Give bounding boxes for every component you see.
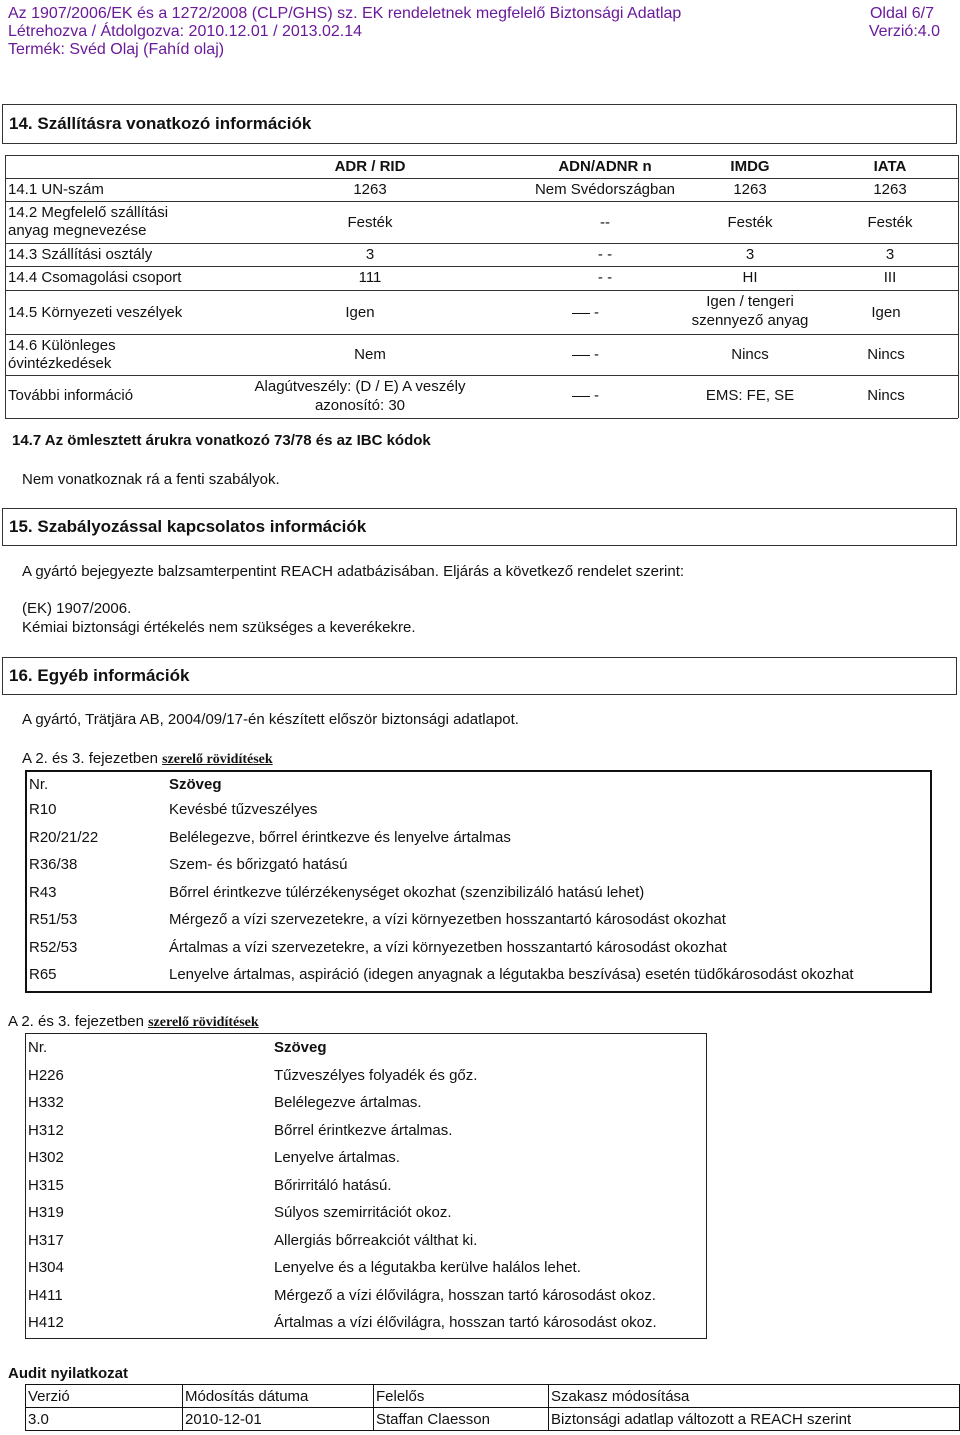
audit-head-responsible: Felelős <box>374 1385 549 1408</box>
audit-head-date: Módosítás dátuma <box>183 1385 374 1408</box>
further-imdg: EMS: FE, SE <box>705 387 795 404</box>
row-label-name-2: anyag megnevezése <box>8 222 147 239</box>
h-head-nr: Nr. <box>28 1039 48 1057</box>
name-adn: -- <box>600 214 610 231</box>
further-iata: Nincs <box>867 387 905 404</box>
un-adr: 1263 <box>353 181 387 198</box>
section-15-title: 15. Szabályozással kapcsolatos információk <box>2 508 957 546</box>
col-imdg: IMDG <box>730 158 770 175</box>
h-phrase-code: H315 <box>28 1176 64 1194</box>
row-label-packing: 14.4 Csomagolási csoport <box>8 269 182 286</box>
h-phrases-intro: A 2. és 3. fejezetben szerelő rövidítések <box>8 1013 259 1030</box>
header-version: Verzió:4.0 <box>868 23 940 40</box>
row-label-precautions-1: 14.6 Különleges <box>8 337 116 354</box>
row-label-un: 14.1 UN-szám <box>8 181 104 198</box>
table-row <box>27 824 930 852</box>
table-row <box>26 1282 706 1310</box>
r-phrase-code: R52/53 <box>29 938 78 956</box>
table-row <box>26 1034 706 1062</box>
r-phrase-code: R51/53 <box>29 911 78 929</box>
audit-responsible: Staffan Claesson <box>374 1408 549 1431</box>
h-phrase-text: Súlyos szemirritációt okoz. <box>274 1204 452 1222</box>
section-16-title: 16. Egyéb információk <box>2 657 957 695</box>
header-regulation: Az 1907/2006/EK és a 1272/2008 (CLP/GHS) sz. EK rendeletnek megfelelő Biztonsági Adatlap <box>8 5 682 22</box>
audit-title: Audit nyilatkozat <box>8 1365 129 1382</box>
precautions-adr: Nem <box>354 346 386 363</box>
name-imdg: Festék <box>727 214 773 231</box>
r-phrases-intro-link: szerelő rövidítések <box>162 752 273 767</box>
section-16-line-1: A gyártó, Trätjära AB, 2004/09/17-én készített először biztonsági adatlapot. <box>22 711 519 728</box>
table-row <box>26 1062 706 1090</box>
audit-head-change: Szakasz módosítása <box>549 1385 960 1408</box>
table-row <box>27 851 930 879</box>
row-label-further: További információ <box>8 387 134 404</box>
class-adn: - - <box>597 246 613 263</box>
audit-table <box>25 1384 960 1431</box>
row-label-env: 14.5 Környezeti veszélyek <box>8 304 183 321</box>
h-phrase-code: H302 <box>28 1149 64 1167</box>
class-imdg: 3 <box>745 246 755 263</box>
section-15-line-3: Kémiai biztonsági értékelés nem szükséges a keverékekre. <box>22 619 416 636</box>
h-phrases-table <box>25 1033 707 1339</box>
class-adr: 3 <box>365 246 375 263</box>
header-created: Létrehozva / Átdolgozva: 2010.12.01 / 2013.02.14 <box>8 23 363 40</box>
h-phrase-text: Allergiás bőrreakciót válthat ki. <box>274 1231 478 1249</box>
table-row <box>26 1385 960 1408</box>
h-phrase-text: Mérgező a vízi élővilágra, hosszan tartó károsodást okoz. <box>274 1286 656 1304</box>
further-adr-1: Alagútveszély: (D / E) A veszély <box>254 378 466 395</box>
packing-iata: III <box>883 269 897 286</box>
h-phrase-code: H411 <box>28 1286 63 1304</box>
table-row <box>27 906 930 934</box>
col-adn: ADN/ADNR n <box>558 158 652 175</box>
section-14-title: 14. Szállításra vonatkozó információk <box>2 104 957 144</box>
table-row <box>26 1172 706 1200</box>
r-phrase-code: R20/21/22 <box>29 828 99 846</box>
col-iata: IATA <box>873 158 907 175</box>
r-phrase-code: R10 <box>29 801 57 819</box>
table-row <box>27 961 930 989</box>
env-adn: - <box>572 304 599 321</box>
r-head-text: Szöveg <box>169 775 222 793</box>
r-phrase-text: Bőrrel érintkezve túlérzékenységet okozhat (szenzibilizáló hatású lehet) <box>169 883 645 901</box>
un-iata: 1263 <box>873 181 907 198</box>
audit-head-version: Verzió <box>26 1385 183 1408</box>
table-row <box>26 1199 706 1227</box>
r-phrase-text: Mérgező a vízi szervezetekre, a vízi környezetben hosszantartó károsodást okozhat <box>169 911 726 929</box>
packing-adr: 111 <box>358 269 382 286</box>
r-phrase-text: Lenyelve ártalmas, aspiráció (idegen anyagnak a légutakba beszívása) esetén tüdőkárosodást okozhat <box>169 966 854 984</box>
audit-change: Biztonsági adatlap változott a REACH szerint <box>549 1408 960 1431</box>
audit-date: 2010-12-01 <box>183 1408 374 1431</box>
r-phrase-text: Belélegezve, bőrrel érintkezve és lenyelve ártalmas <box>169 828 511 846</box>
table-row <box>27 772 930 796</box>
env-iata: Igen <box>871 304 901 321</box>
r-phrase-text: Ártalmas a vízi szervezetekre, a vízi környezetben hosszantartó károsodást okozhat <box>169 938 727 956</box>
section-15-line-1: A gyártó bejegyezte balzsamterpentint REACH adatbázisában. Eljárás a következő rendelet szerint: <box>22 563 685 580</box>
h-phrase-text: Lenyelve ártalmas. <box>274 1149 400 1167</box>
header-product: Termék: Svéd Olaj (Fahíd olaj) <box>8 41 225 58</box>
audit-version: 3.0 <box>26 1408 183 1431</box>
h-phrase-text: Ártalmas a vízi élővilágra, hosszan tartó károsodást okoz. <box>274 1314 657 1332</box>
precautions-imdg: Nincs <box>731 346 769 363</box>
r-phrase-code: R43 <box>29 883 57 901</box>
h-phrases-intro-link: szerelő rövidítések <box>148 1015 259 1030</box>
r-head-nr: Nr. <box>29 775 49 793</box>
table-row <box>26 1254 706 1282</box>
h-phrase-code: H412 <box>28 1314 64 1332</box>
table-row <box>26 1408 960 1431</box>
r-phrases-intro: A 2. és 3. fejezetben szerelő rövidítések <box>22 750 273 767</box>
table-row <box>27 879 930 907</box>
class-iata: 3 <box>885 246 895 263</box>
table-row <box>26 1309 706 1337</box>
env-imdg-2: szennyező anyag <box>691 312 809 329</box>
un-adn: Nem Svédországban <box>534 181 676 198</box>
h-phrase-code: H332 <box>28 1094 64 1112</box>
row-label-class: 14.3 Szállítási osztály <box>8 246 153 263</box>
h-phrase-code: H304 <box>28 1259 64 1277</box>
table-row <box>26 1227 706 1255</box>
r-phrase-text: Kevésbé tűzveszélyes <box>169 801 318 819</box>
r-phrase-code: R65 <box>29 966 57 984</box>
env-imdg-1: Igen / tengeri <box>706 293 794 310</box>
packing-adn: - - <box>597 269 613 286</box>
h-phrase-text: Tűzveszélyes folyadék és gőz. <box>274 1066 478 1084</box>
section-14-7-text: Nem vonatkoznak rá a fenti szabályok. <box>22 471 280 488</box>
table-row <box>27 934 930 962</box>
header-page: Oldal 6/7 <box>869 5 934 22</box>
h-phrase-text: Lenyelve és a légutakba kerülve halálos lehet. <box>274 1259 581 1277</box>
h-phrase-code: H319 <box>28 1204 64 1222</box>
r-phrase-code: R36/38 <box>29 856 78 874</box>
h-phrase-text: Bőrirritáló hatású. <box>274 1176 392 1194</box>
col-adr: ADR / RID <box>334 158 406 175</box>
table-row <box>26 1089 706 1117</box>
h-phrase-code: H312 <box>28 1121 64 1139</box>
h-phrase-text: Bőrrel érintkezve ártalmas. <box>274 1121 453 1139</box>
r-phrase-text: Szem- és bőrizgató hatású <box>169 856 348 874</box>
h-phrase-code: H317 <box>28 1231 64 1249</box>
packing-imdg: HI <box>742 269 758 286</box>
name-adr: Festék <box>347 214 393 231</box>
h-head-text: Szöveg <box>274 1039 327 1057</box>
row-label-precautions-2: óvintézkedések <box>8 355 112 372</box>
h-phrase-text: Belélegezve ártalmas. <box>274 1094 422 1112</box>
r-phrases-table <box>25 770 932 993</box>
table-row <box>26 1144 706 1172</box>
table-row <box>27 796 930 824</box>
name-iata: Festék <box>867 214 913 231</box>
precautions-adn: - <box>572 346 599 363</box>
further-adn: - <box>572 387 599 404</box>
un-imdg: 1263 <box>733 181 767 198</box>
section-15-line-2: (EK) 1907/2006. <box>22 600 132 617</box>
further-adr-2: azonosító: 30 <box>314 397 406 414</box>
precautions-iata: Nincs <box>867 346 905 363</box>
env-adr: Igen <box>345 304 375 321</box>
table-row <box>26 1117 706 1145</box>
row-label-name-1: 14.2 Megfelelő szállítási <box>8 204 169 221</box>
h-phrase-code: H226 <box>28 1066 64 1084</box>
section-14-7-title: 14.7 Az ömlesztett árukra vonatkozó 73/78 és az IBC kódok <box>12 432 431 449</box>
